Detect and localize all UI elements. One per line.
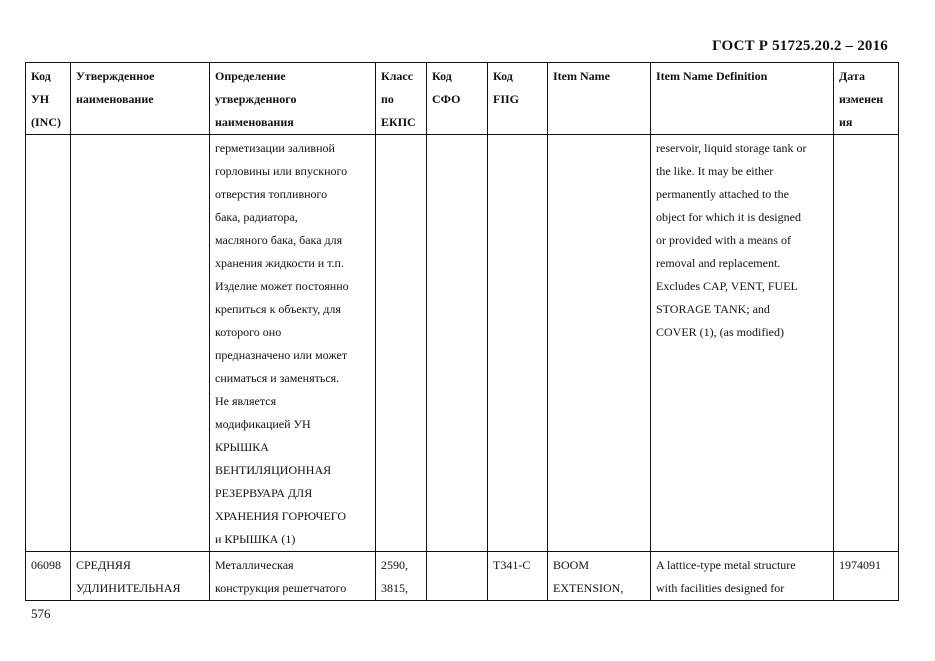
cell-item-name-definition: reservoir, liquid storage tank or the like. It may be either permanently attached to the object for which it is designed or provided with a means of removal and replacement. Excludes CAP, VENT, FUEL STORAGE TANK; and COVER (1), (as modified): [651, 135, 834, 552]
header-item-name-definition: Item Name Definition: [651, 63, 834, 135]
cell-fiig-code: [488, 135, 548, 552]
cell-sfo-code: [427, 552, 488, 601]
header-item-name: Item Name: [548, 63, 651, 135]
cell-fiig-code: T341-C: [488, 552, 548, 601]
classification-table: [25, 62, 899, 601]
table-header-row: [26, 63, 899, 135]
cell-approved-name: СРЕДНЯЯ УДЛИНИТЕЛЬНАЯ: [71, 552, 210, 601]
cell-change-date: [834, 135, 899, 552]
document-standard-header: ГОСТ Р 51725.20.2 – 2016: [712, 38, 888, 54]
header-ekps-class: Класс по ЕКПС: [376, 63, 427, 135]
cell-change-date: 1974091: [834, 552, 899, 601]
table-row: [26, 135, 899, 552]
header-change-date: Дата изменен ия: [834, 63, 899, 135]
cell-sfo-code: [427, 135, 488, 552]
header-sfo-code: Код СФО: [427, 63, 488, 135]
cell-item-name: BOOM EXTENSION,: [548, 552, 651, 601]
cell-approved-name: [71, 135, 210, 552]
header-approved-name: Утвержденное наименование: [71, 63, 210, 135]
table-row: [26, 552, 899, 601]
header-inc: Код УН (INC): [26, 63, 71, 135]
cell-ekps-class: 2590, 3815,: [376, 552, 427, 601]
cell-item-name-definition: A lattice-type metal structure with facilities designed for: [651, 552, 834, 601]
cell-definition-ru: Металлическая конструкция решетчатого: [210, 552, 376, 601]
cell-definition-ru: герметизации заливной горловины или впускного отверстия топливного бака, радиатора, масляного бака, бака для хранения жидкости и т.п. Изделие может постоянно крепиться к объекту, для которого оно предназначено или может сниматься и заменяться. Не является модификацией УН КРЫШКА ВЕНТИЛЯЦИОННАЯ РЕЗЕРВУАРА ДЛЯ ХРАНЕНИЯ ГОРЮЧЕГО и КРЫШКА (1): [210, 135, 376, 552]
page-number: 576: [31, 606, 51, 621]
cell-item-name: [548, 135, 651, 552]
cell-ekps-class: [376, 135, 427, 552]
cell-inc: [26, 135, 71, 552]
header-definition-ru: Определение утвержденного наименования: [210, 63, 376, 135]
cell-inc: 06098: [26, 552, 71, 601]
header-fiig-code: Код FIIG: [488, 63, 548, 135]
